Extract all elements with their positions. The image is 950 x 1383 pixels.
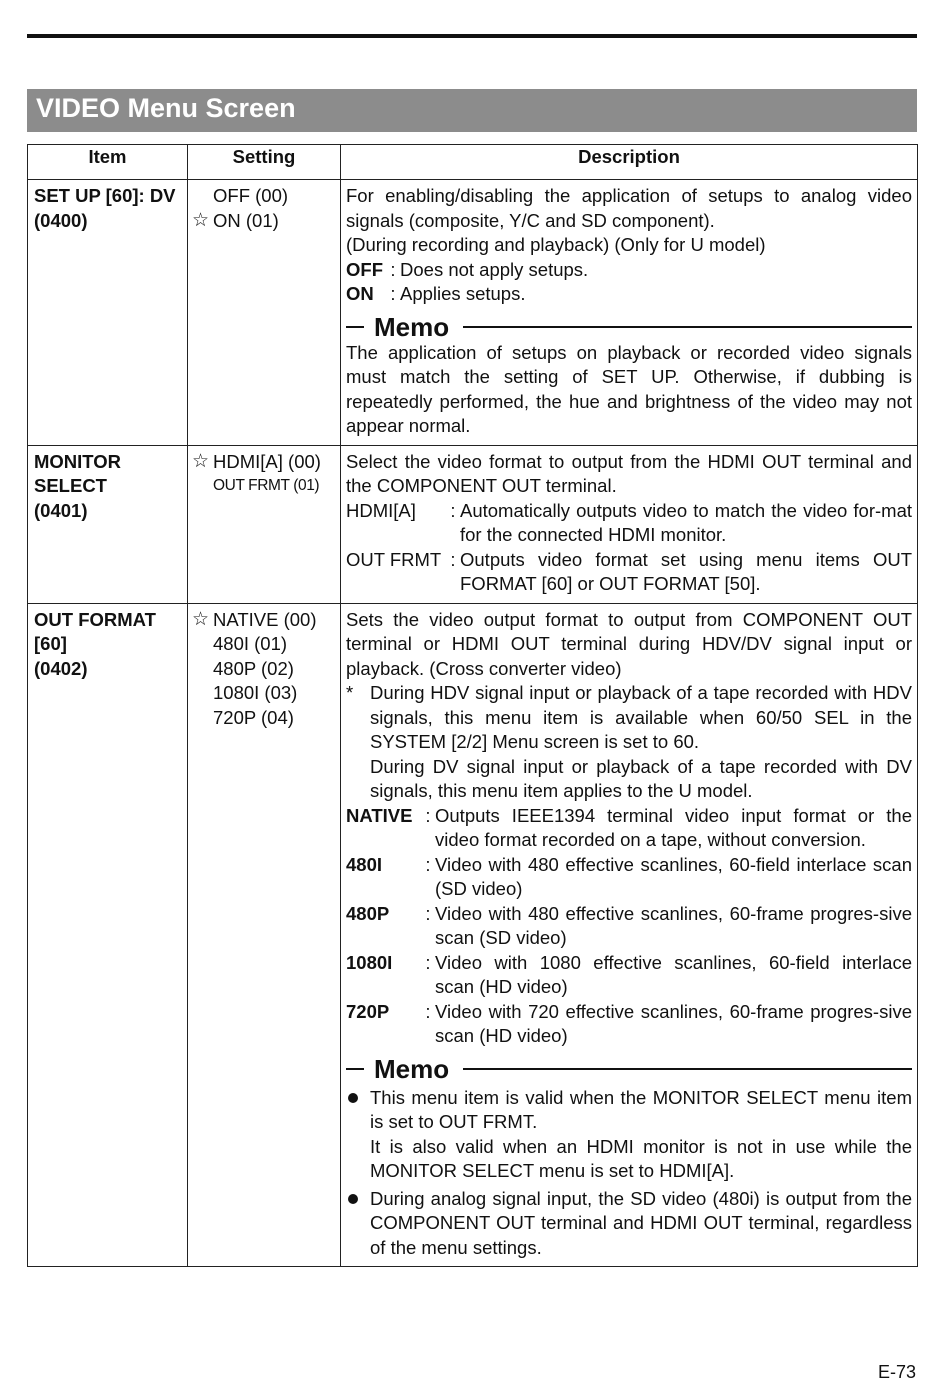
description-text: Sets the video output format to output from COMPONENT OUT terminal or HDMI OUT terminal during HDV/DV signal input or playback. (Cross converter video) [346,608,912,679]
definition-item: 480I : Video with 480 effective scanlines, 60-field interlace scan (SD video) [346,853,912,899]
column-header-setting: Setting [188,145,341,180]
definition-item: OUT FRMT : Outputs video format set using menu items OUT FORMAT [60] or OUT FORMAT [50]. [346,548,912,594]
memo-heading: Memo [346,313,912,341]
item-name: MONITOR SELECT (0401) [34,450,122,521]
column-header-description: Description [341,145,918,180]
column-header-item: Item [28,145,188,180]
definition-item: OFF : Does not apply setups. [346,258,589,280]
definition-item: 480P : Video with 480 effective scanlines, 60-frame progres-sive scan (SD video) [346,902,912,948]
memo-heading: Memo [346,1055,912,1083]
item-name: SET UP [60]: DV (0400) [34,185,176,231]
footnote: * During HDV signal input or playback of a tape recorded with HDV signals, this menu item is available when 60/50 SEL in the SYSTEM [2/2] Menu screen is set to 60. During DV signal input or playback of a tape recorded with DV signals, this menu item applies to the U model. [346,681,912,804]
setting-option-default: ☆ HDMI[A] (00) [192,450,340,475]
setting-option: 480I (01) [213,633,288,654]
setting-option-default: ☆ NATIVE (00) [192,608,340,633]
filled-circle-bullet-icon [346,1187,370,1261]
definition-item: HDMI[A] : Automatically outputs video to match the video for-mat for the connected HDMI monitor. [346,499,912,545]
asterisk-icon: * [346,682,354,703]
definition-item: 720P : Video with 720 effective scanlines, 60-frame progres-sive scan (HD video) [346,1000,912,1046]
setting-option: OUT FRMT (01) [213,477,320,494]
table-header-row [28,145,918,180]
top-rule [27,34,917,38]
table-row [28,180,918,446]
description-text: Select the video format to output from the HDMI OUT terminal and the COMPONENT OUT terminal. [346,450,912,496]
description-text: (During recording and playback) (Only for U model) [346,234,766,255]
section-title: VIDEO Menu Screen [27,89,917,132]
star-outline-icon: ☆ [192,608,210,630]
star-outline-icon: ☆ [192,450,210,472]
definition-item: NATIVE : Outputs IEEE1394 terminal video input format or the video format recorded on a tape, without conversion. [346,804,912,850]
table-row [28,603,918,1267]
memo-text: The application of setups on playback or recorded video signals must match the setting of SET UP. Otherwise, if dubbing is repeatedly performed, the hue and brightness of the video may not appear normal. [346,341,912,436]
memo-bullet: During analog signal input, the SD video (480i) is output from the COMPONENT OUT terminal and HDMI OUT terminal, regardless of the menu settings. [346,1187,912,1261]
description-text: For enabling/disabling the application of setups to analog video signals (composite, Y/C and SD component). [346,185,912,231]
item-name: OUT FORMAT [60] (0402) [34,608,156,679]
filled-circle-bullet-icon [346,1086,370,1184]
video-menu-table [27,144,918,1267]
setting-option: 720P (04) [213,706,294,728]
definition-item: ON : Applies setups. [346,283,526,304]
setting-option: OFF (00) [213,185,289,206]
setting-option-default: ☆ ON (01) [192,209,340,234]
table-row [28,445,918,603]
memo-bullet: This menu item is valid when the MONITOR SELECT menu item is set to OUT FRMT. It is also valid when an HDMI monitor is not in use while the MONITOR SELECT menu is set to HDMI[A]. [346,1086,912,1184]
setting-option: 1080I (03) [213,682,298,703]
star-outline-icon: ☆ [192,209,210,231]
setting-option: 480P (02) [213,657,294,679]
definition-item: 1080I : Video with 1080 effective scanlines, 60-field interlace scan (HD video) [346,951,912,997]
page-number: E-73 [877,1362,916,1382]
